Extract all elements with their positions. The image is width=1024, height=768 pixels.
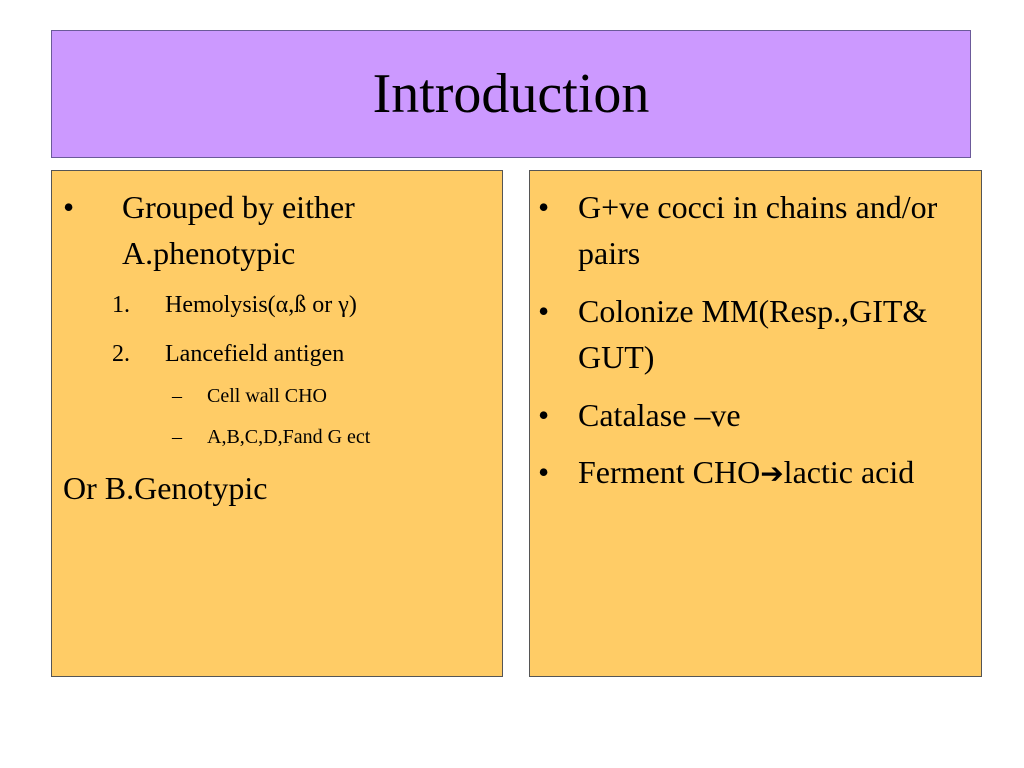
bullet-marker: • [538,293,550,329]
dash-marker: – [172,426,182,448]
dash-text: Cell wall CHO [207,385,327,407]
bullet-marker: • [538,397,550,433]
number-marker: 1. [112,292,130,318]
bullet-text: Catalase –ve [578,397,741,433]
bullet-ferment [530,449,981,497]
ferment-text: Ferment CHO [578,454,761,490]
bullet-text: Grouped by either A.phenotypic [122,189,355,271]
bullet-colonize [530,288,981,380]
number-marker: 2. [112,341,130,367]
bullet-text: G+ve cocci in chains and/or pairs [578,189,938,271]
title-banner [51,30,971,158]
numbered-text: Hemolysis(α,ß or γ) [165,292,357,318]
dash-item-cell-wall [52,383,502,409]
dash-marker: – [172,385,182,407]
bullet-gve-cocci [530,184,981,276]
left-content-panel [51,170,503,677]
genotypic-text: Or B.Genotypic [63,470,268,506]
bullet-grouped [52,184,502,276]
bullet-catalase [530,392,981,438]
right-content-panel [529,170,982,677]
bullet-marker: • [538,189,550,225]
lactic-acid-text: lactic acid [783,454,915,490]
numbered-item-lancefield [52,339,502,369]
genotypic-line [52,465,502,511]
bullet-text: Colonize MM(Resp.,GIT& GUT) [578,293,928,375]
bullet-marker: • [63,189,75,225]
right-arrow-icon: ➔ [760,457,784,490]
slide-title: Introduction [372,63,650,125]
numbered-item-hemolysis [52,290,502,320]
numbered-text: Lancefield antigen [165,341,345,367]
bullet-text [578,449,948,497]
bullet-marker: • [538,454,550,490]
dash-text: A,B,C,D,Fand G ect [207,426,371,448]
dash-item-groups [52,424,502,450]
